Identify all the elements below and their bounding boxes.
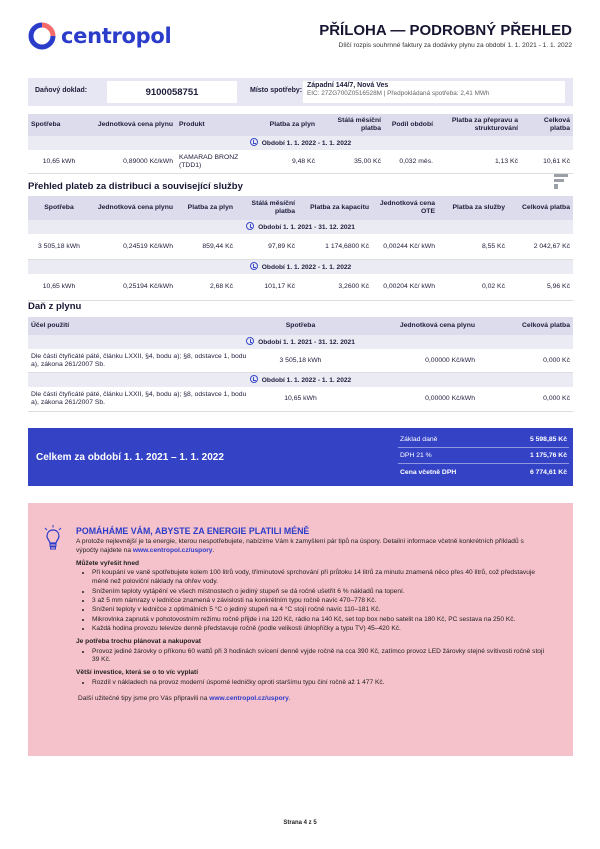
clock-icon [250,375,258,383]
col-header: Účel použití [28,317,258,335]
total-summary [28,428,573,486]
col-header: Platba za služby [438,196,508,220]
tax-doc-number: 9100058751 [107,81,237,103]
col-header: Jednotková cena OTE [372,196,438,220]
list-item: • Mikrovlnka zapnutá v pohotovostním režimu ročně přijde i na 120 Kč, rádio na 140 Kč, set top box nebo satelit na 180 Kč, PC sestava na 250 Kč. [92,616,546,625]
list-item: • Snížením teploty vytápění ve všech místnostech o jediný stupeň se dá ročně ušetřit 6 % nákladů na topení. [92,588,546,597]
page-title: PŘÍLOHA — PODROBNÝ PŘEHLED [319,22,572,39]
table-row [28,349,573,373]
col-header: Jednotková cena plynu [343,317,478,335]
tips-footer [78,695,546,704]
col-header: Spotřeba [28,114,90,136]
cell: 0,02 Kč [438,274,508,300]
cell: 8,55 Kč [438,234,508,260]
tips-section-heading: Můžete vyřešit hned [76,559,140,567]
tips-section-heading: Je potřeba trochu plánovat a nakupovat [76,637,201,645]
col-header: Stálá měsíční platba [318,114,384,136]
col-header: Celková platba [521,114,573,136]
lightbulb-icon [44,525,62,551]
tips-body [76,538,546,706]
energy-saving-tips [28,503,573,756]
tax-base-label: Základ daně [400,436,438,443]
cell: 3 505,18 kWh [258,349,343,373]
clock-icon [250,262,258,270]
col-header: Spotřeba [258,317,343,335]
document-info-box [28,78,573,106]
list-item: • Každá hodina provozu televize denně představuje ročně (podle velikosti úhlopříčky a typu TV) 45–420 Kč. [92,625,546,634]
centropol-logo [28,22,171,50]
vat-value: 1 175,76 Kč [529,452,567,459]
address: Západní 144/7, Nová Ves [307,82,389,89]
tips-title: POMÁHÁME VÁM, ABYSTE ZA ENERGIE PLATILI MÉNĚ [76,526,310,536]
tips-section-heading: Větší investice, která se o to víc vyplatí [76,669,199,677]
list-item: • Provoz jediné žárovky o příkonu 60 wattů při 3 hodinách svícení denně vyjde ročně na cca 390 Kč, zatímco provoz LED žárovky stejné svítivosti ročně stojí 39 Kč. [92,648,546,666]
logo-text: centropol [61,24,172,48]
cell: 0,00000 Kč/kWh [343,387,478,411]
tips-footer-end: . [288,694,291,702]
list-item: • 3 až 5 mm námrazy v ledničce znamená v závislosti na konkrétním typu ročně navíc 470–778 Kč. [92,597,546,606]
list-item: • Rozdíl v nákladech na provoz moderní úsporné ledničky oproti staršímu typu činí ročně až 1 477 Kč. [92,679,546,688]
cell: 10,65 kWh [28,150,90,174]
cell: 1 174,6800 Kč [298,234,372,260]
tips-intro-text: A protože nejlevnější je ta energie, kterou nespotřebujete, nabízíme Vám k zamyšlení pár tipů na úspory. Detailní informace včetně konkrétních příkladů s výpočty najdete na [76,538,524,554]
list-item: • Při koupání ve vaně spotřebujete kolem 100 litrů vody, tříminutové sprchování při průtoku 14 litrů za minutu znamená něco přes 40 litrů, což představuje méně než poloviční náklady na ohřev vody. [92,569,546,587]
logo-ring-icon [28,22,56,50]
period-label: Období 1. 1. 2022 - 1. 1. 2022 [261,140,352,147]
tips-list [76,569,546,633]
cell: 2 042,67 Kč [508,234,573,260]
cell: 0,000 Kč [478,349,573,373]
tips-list [76,648,546,666]
table-header-row [28,317,573,335]
tips-intro-end: . [212,546,215,554]
cell: Dle části čtyřicáté páté, článku LXXII, §4, bodu a); §8, odstavce 1, bodu a), zákona 261/2007 Sb. [28,349,258,373]
cell: 10,61 Kč [521,150,573,174]
gross-value: 6 774,61 Kč [529,468,567,476]
cell: 0,00204 Kč/ kWh [372,274,438,300]
tax-base-value: 5 598,85 Kč [529,436,567,443]
gas-tax-title: Daň z plynu [28,301,82,312]
col-header: Celková platba [508,196,573,220]
table-row [28,234,573,260]
col-header: Spotřeba [28,196,90,220]
tips-intro [76,538,546,556]
table-row [28,150,573,174]
vat-row [398,448,569,464]
clock-icon [246,222,254,230]
col-header: Podíl období [384,114,436,136]
col-header: Stálá měsíční platba [236,196,298,220]
period-row [28,220,573,234]
tips-footer-text: Další užitečné tipy jsme pro Vás připravili na [78,694,210,702]
col-header: Jednotková cena plynu [90,196,176,220]
cell: 2,68 Kč [176,274,236,300]
cell: 35,00 Kč [318,150,384,174]
cell: 10,65 kWh [28,274,90,300]
cell: 859,44 Kč [176,234,236,260]
distribution-title: Přehled plateb za distribuci a související služby [28,181,243,192]
gross-label: Cena včetně DPH [400,468,457,476]
period-row [28,335,573,349]
eic-info: EIC: 27ZG700Z0516528M | Předpokládaná spotřeba: 2,41 MWh [307,90,490,97]
tax-doc-label: Daňový doklad: [35,87,88,94]
cell: 3,2600 Kč [298,274,372,300]
cell: 0,24519 Kč/kWh [90,234,176,260]
col-header: Celková platba [478,317,573,335]
cell: 9,48 Kč [258,150,318,174]
page-header [28,18,572,58]
f-mark-icon [552,172,570,190]
cell: 97,89 Kč [236,234,298,260]
gross-row [398,464,569,480]
cell: 1,13 Kč [436,150,521,174]
table-row [28,387,573,411]
col-header: Jednotková cena plynu [90,114,176,136]
cell: 0,032 měs. [384,150,436,174]
col-header: Platba za kapacitu [298,196,372,220]
tips-list [76,679,546,688]
table-header-row [28,196,573,220]
cell: Dle části čtyřicáté páté, článku LXXII, §4, bodu a); §8, odstavce 1, bodu a), zákona 261/2007 Sb. [28,387,258,411]
vat-label: DPH 21 % [400,452,432,459]
total-breakdown [398,432,569,480]
total-label: Celkem za období 1. 1. 2021 – 1. 1. 2022 [36,452,224,463]
uspory-footer-link[interactable]: www.centropol.cz/uspory [209,694,289,702]
period-label: Období 1. 1. 2022 - 1. 1. 2022 [261,264,352,272]
cell: 101,17 Kč [236,274,298,300]
period-label: Období 1. 1. 2021 - 31. 12. 2021 [258,224,355,231]
distribution-table [28,196,573,301]
col-header: Produkt [176,114,258,136]
cell: 5,96 Kč [508,274,573,300]
cell: 0,89000 Kč/kWh [90,150,176,174]
cell: 0,00244 Kč/ kWh [372,234,438,260]
period-row [28,260,573,274]
period-row [28,373,573,387]
gas-tax-table [28,317,573,412]
cell: 0,00000 Kč/kWh [343,349,478,373]
cell: 10,65 kWh [258,387,343,411]
page-subtitle: Dílčí rozpis souhrnné faktury za dodávky plynu za období 1. 1. 2021 - 1. 1. 2022 [338,42,572,49]
tax-base-row [398,432,569,448]
clock-icon [246,337,254,345]
cell: 0,000 Kč [478,387,573,411]
cell: 0,25194 Kč/kWh [90,274,176,300]
col-header: Platba za přepravu a strukturování [436,114,521,136]
period-label: Období 1. 1. 2021 - 31. 12. 2021 [258,339,355,346]
table-row [28,274,573,300]
clock-icon [250,138,258,146]
table-header-row [28,114,573,136]
consumption-place-box [303,81,565,103]
col-header: Platba za plyn [176,196,236,220]
consumption-place-label: Místo spotřeby: [250,87,303,94]
cell: KAMARAD BRONZ (TDD1) [176,150,258,174]
list-item: • Snížení teploty v ledničce z optimálních 5 °C o jediný stupeň na 4 °C stojí ročně navíc 110–181 Kč. [92,606,546,615]
page-number: Strana 4 z 5 [283,820,317,826]
gas-supply-table [28,114,573,174]
uspory-link[interactable]: www.centropol.cz/uspory [132,546,213,554]
period-row [28,136,573,150]
cell: 3 505,18 kWh [28,234,90,260]
period-label: Období 1. 1. 2022 - 1. 1. 2022 [261,377,352,385]
col-header: Platba za plyn [258,114,318,136]
